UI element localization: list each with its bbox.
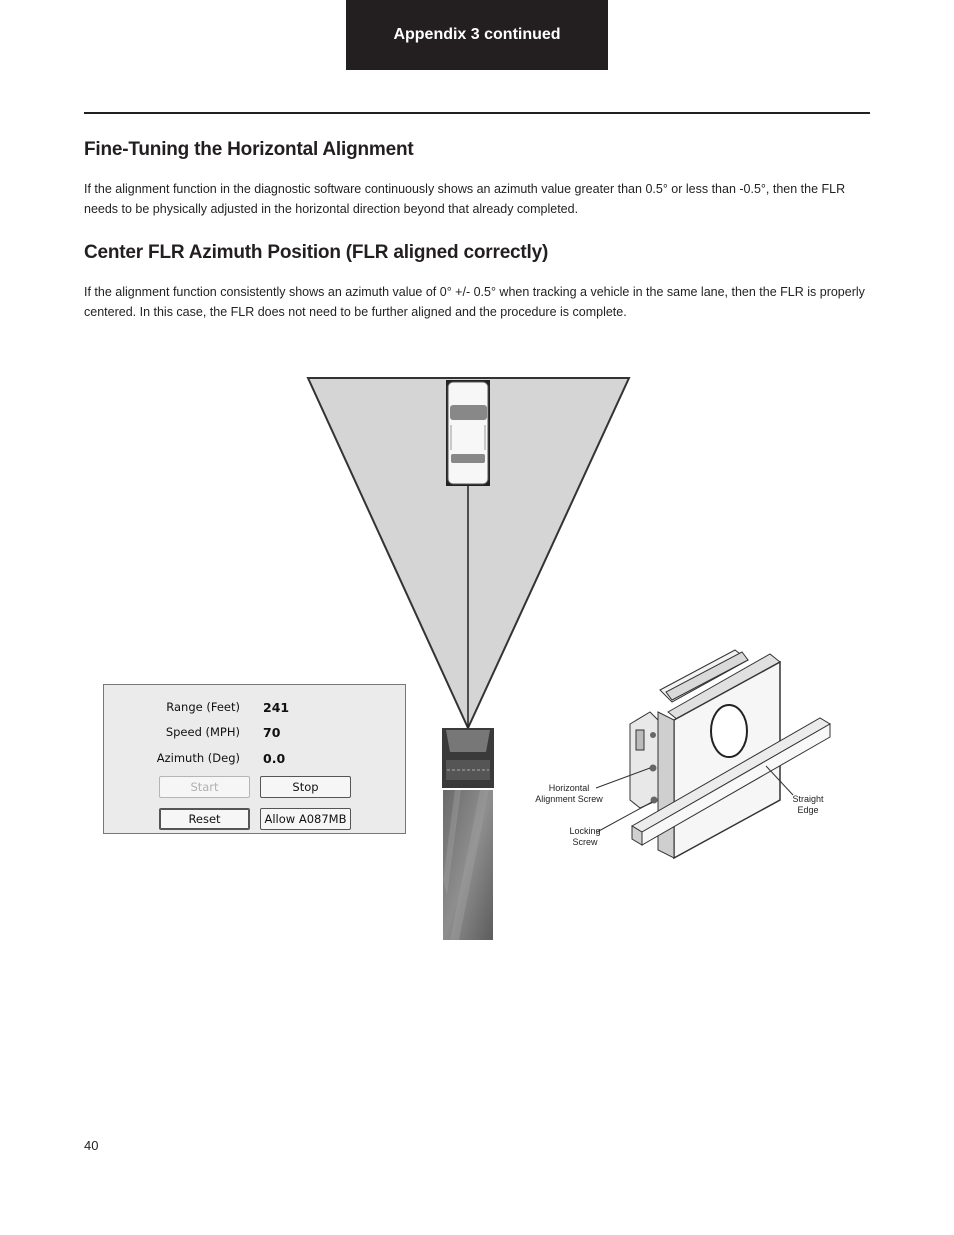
readout-azimuth <box>104 751 404 769</box>
stop-button[interactable]: Stop <box>260 776 351 798</box>
readout-speed <box>104 725 404 743</box>
readout-speed-label: Speed (MPH) <box>165 725 240 739</box>
callout-horizontal-alignment-screw <box>530 783 608 805</box>
readout-azimuth-label: Azimuth (Deg) <box>156 751 240 765</box>
section-heading-center-azimuth: Center FLR Azimuth Position (FLR aligned correctly) <box>84 242 549 263</box>
callout-straight-edge <box>783 794 833 816</box>
callout-locking-screw-text: Locking Screw <box>569 826 601 847</box>
truck-icon <box>442 728 494 940</box>
readout-range <box>104 700 404 718</box>
target-car-icon <box>446 380 490 486</box>
appendix-header-tab: Appendix 3 continued <box>346 0 608 70</box>
callout-horizontal-screw-text: Horizontal Alignment Screw <box>535 783 603 804</box>
start-button[interactable]: Start <box>159 776 250 798</box>
alignment-readout-panel <box>103 684 406 834</box>
header-rule <box>84 112 870 114</box>
callout-straight-edge-text: Straight Edge <box>792 794 824 815</box>
callout-locking-screw <box>560 826 610 848</box>
readout-range-value: 241 <box>263 700 290 715</box>
section-body-fine-tuning: If the alignment function in the diagnostic software continuously shows an azimuth value greater than 0.5° or less than -0.5°, then the FLR needs to be physically adjusted in the horizontal direction beyond that already completed. <box>84 182 846 216</box>
allow-button[interactable]: Allow A087MB <box>260 808 351 830</box>
readout-azimuth-value: 0.0 <box>263 751 286 766</box>
readout-speed-value: 70 <box>263 725 281 740</box>
section-heading-fine-tuning: Fine-Tuning the Horizontal Alignment <box>84 139 414 160</box>
flr-alignment-illustration <box>0 360 954 960</box>
page-number: 40 <box>84 1138 99 1153</box>
readout-range-label: Range (Feet) <box>166 700 240 714</box>
section-body-center-azimuth: If the alignment function consistently shows an azimuth value of 0° +/- 0.5° when tracking a vehicle in the same lane, then the FLR is properly centered. In this case, the FLR does not need to be further aligned and the procedure is complete. <box>84 285 865 319</box>
reset-button[interactable]: Reset <box>159 808 250 830</box>
